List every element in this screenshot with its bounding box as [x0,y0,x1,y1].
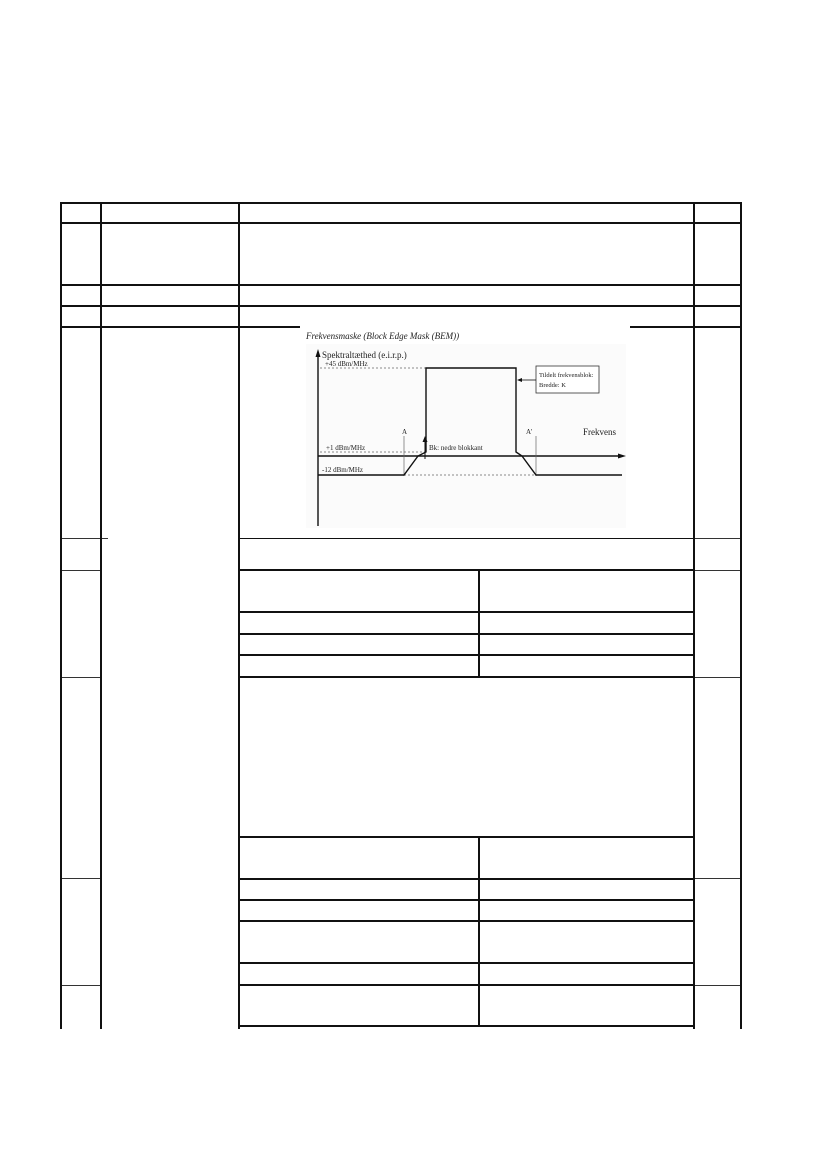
nested-table-2-row [240,899,695,901]
row-tick [62,985,100,986]
caption-row-bottom [240,569,695,571]
table-row-divider [60,305,742,307]
y-axis-label: Spektraltæthed (e.i.r.p.) [322,350,407,360]
row-tick [695,985,740,986]
nested-table-1-divider [478,570,480,677]
nested-table-2-divider [478,837,480,1027]
table-row-divider [60,284,742,286]
nested-table-2-row [240,984,695,986]
level-top-label: +45 dBm/MHz [325,360,368,368]
row-tick [62,677,100,678]
row-tick [62,570,100,571]
row-tick [102,538,108,539]
row-tick [695,570,740,571]
row-tick [695,538,740,539]
row-tick [62,878,100,879]
table-column-divider [693,202,695,1029]
row-tick [695,677,740,678]
table-left-border [60,202,62,1029]
level-middle-label: +1 dBm/MHz [326,444,366,452]
text-block-bottom [240,836,695,838]
row-tick [695,878,740,879]
table-column-divider [100,202,102,1029]
row-tick [62,538,100,539]
figure-row-bottom [240,538,693,539]
x-axis-label: Frekvens [583,427,616,437]
level-bottom-label: -12 dBm/MHz [322,466,364,474]
table-right-border [740,202,742,1029]
table-column-divider [238,202,240,1029]
table-top-border [60,202,742,204]
callout-line-2: Bredde: K [539,382,566,389]
nested-table-1-row [240,654,695,656]
nested-table-2-bottom [240,1025,695,1027]
callout-line-1: Tildelt frekvensblok: [539,372,594,379]
figure-title: Frekvensmaske (Block Edge Mask (BEM)) [306,331,460,341]
block-edge-mask-svg [300,326,630,528]
nested-table-2-row [240,878,695,880]
table-row-divider [60,222,742,224]
nested-table-1-bottom [240,676,695,678]
marker-a-label: A [402,428,408,436]
nested-table-2-row [240,962,695,964]
lower-edge-label: Bk: nedre blokkant [429,444,483,452]
marker-a-prime-label: A' [526,428,533,436]
nested-table-1-row [240,611,695,613]
nested-table-1-row [240,633,695,635]
block-edge-mask-figure [300,326,630,528]
nested-table-2-row [240,920,695,922]
